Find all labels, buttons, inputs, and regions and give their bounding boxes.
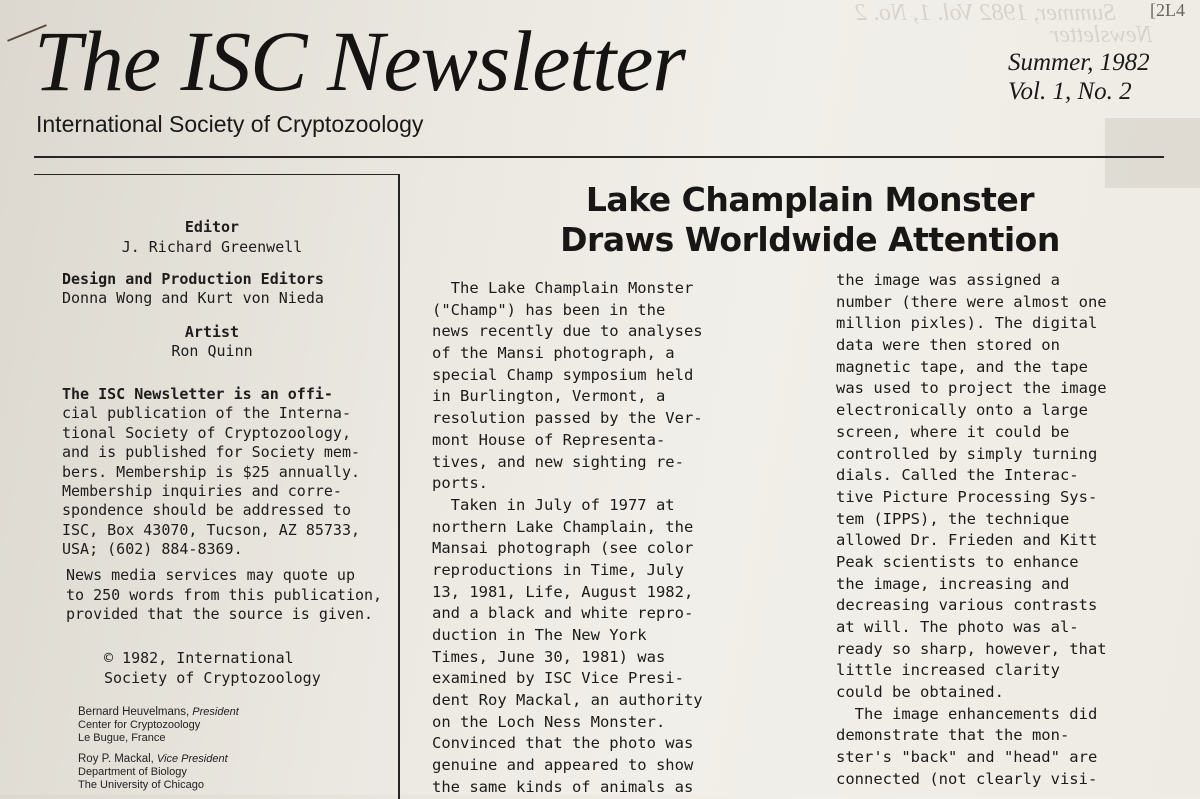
article-line: the image, increasing and	[836, 574, 1070, 593]
copyright-notice	[104, 648, 321, 688]
officer-entry	[78, 706, 239, 745]
archive-mark: [2L4	[1150, 0, 1185, 20]
article-line: Times, June 30, 1981) was	[432, 647, 666, 666]
design-names: Donna Wong and Kurt von Nieda	[62, 289, 324, 307]
issue-date: Summer, 1982	[1008, 49, 1150, 76]
article-line: allowed Dr. Frieden and Kitt	[836, 531, 1098, 550]
article-line: controlled by simply turning	[836, 444, 1098, 463]
media-line: provided that the source is given.	[66, 605, 374, 623]
about-line: and is published for Society mem-	[62, 443, 361, 462]
media-notice	[66, 566, 382, 625]
officer-entry	[78, 753, 239, 792]
article-line: little increased clarity	[836, 661, 1060, 680]
article-line: the same kinds of animals as	[432, 777, 694, 796]
article-line: dials. Called the Interac-	[836, 466, 1079, 485]
about-line: The ISC Newsletter is an offi-	[62, 385, 333, 403]
officer-name: Roy P. Mackal,	[78, 753, 154, 765]
officer-detail: Le Bugue, France	[78, 732, 166, 744]
article-line: the image was assigned a	[836, 271, 1060, 289]
article-column-2	[836, 270, 1170, 791]
article-line: Convinced that the photo was	[432, 734, 694, 753]
masthead-rule	[34, 156, 1164, 158]
about-line: USA; (602) 884-8369.	[62, 540, 243, 559]
bleed-through-issue: Summer, 1982 Vol. 1, No. 2	[855, 0, 1116, 26]
headline-line: Lake Champlain Monster	[585, 180, 1035, 219]
about-line: cial publication of the Interna-	[62, 404, 351, 423]
article-line: ster's "back" and "head" are	[836, 748, 1098, 767]
article-line: ports.	[432, 474, 488, 493]
officer-detail: Department of Biology	[78, 766, 187, 778]
officer-detail: The University of Chicago	[78, 779, 204, 791]
article-line: Mansai photograph (see color	[432, 539, 694, 558]
about-line: tional Society of Cryptozoology,	[62, 423, 351, 442]
article-line: news recently due to analyses	[432, 322, 703, 341]
article-line: Peak scientists to enhance	[836, 552, 1079, 571]
article-line: duction in The New York	[432, 626, 647, 644]
design-heading: Design and Production Editors	[62, 270, 324, 288]
about-block	[62, 385, 360, 560]
article-line: data were then stored on	[836, 336, 1060, 355]
media-line: News media services may quote up	[66, 566, 355, 584]
article-line: tive Picture Processing Sys-	[836, 487, 1098, 506]
officer-name: Bernard Heuvelmans,	[78, 706, 190, 718]
bleed-through-shade	[1105, 118, 1200, 188]
article-line: screen, where it could be	[836, 422, 1070, 441]
officer-role: Vice President	[156, 753, 228, 765]
article-line: dent Roy Mackal, an authority	[432, 691, 703, 710]
officers-list	[78, 706, 239, 792]
copyright-line: Society of Cryptozoology	[104, 669, 321, 687]
officer-role: President	[192, 706, 239, 718]
article-line: northern Lake Champlain, the	[432, 517, 694, 536]
artist-heading: Artist	[184, 323, 240, 341]
about-line: bers. Membership is $25 annually.	[62, 462, 361, 481]
article-line: connected (not clearly visi-	[836, 769, 1098, 788]
article-line: special Champ symposium held	[432, 365, 694, 384]
article-line: was used to project the image	[836, 379, 1107, 398]
article-line: in Burlington, Vermont, a	[432, 387, 666, 406]
article-line: resolution passed by the Ver-	[432, 409, 703, 428]
article-line: genuine and appeared to show	[432, 756, 694, 775]
article-line: at will. The photo was al-	[836, 618, 1079, 636]
about-line: ISC, Box 43070, Tucson, AZ 85733,	[62, 520, 361, 539]
article-line: tives, and new sighting re-	[432, 452, 684, 471]
article-line: of the Mansi photograph, a	[432, 344, 675, 363]
copyright-line: © 1982, International	[104, 649, 294, 667]
article-line: 13, 1981, Life, August 1982,	[432, 582, 694, 601]
issue-volume: Vol. 1, No. 2	[1008, 78, 1132, 105]
headline-line: Draws Worldwide Attention	[560, 220, 1060, 259]
column-divider	[398, 174, 400, 799]
bleed-through-title: Newsletter	[1050, 22, 1153, 48]
sidebar-rule	[34, 174, 398, 175]
article-line: demonstrate that the mon-	[836, 726, 1070, 745]
article-line: Taken in July of 1977 at	[432, 495, 675, 514]
media-line: to 250 words from this publication,	[66, 585, 383, 604]
article-headline	[470, 180, 1150, 260]
about-line: Membership inquiries and corre-	[62, 482, 342, 501]
article-line: ready so sharp, however, that	[836, 639, 1107, 658]
article-line: and a black and white repro-	[432, 604, 694, 623]
article-line: magnetic tape, and the tape	[836, 357, 1088, 376]
officer-detail: Center for Cryptozoology	[78, 719, 201, 731]
article-line: reproductions in Time, July	[432, 560, 684, 579]
article-line: million pixles). The digital	[836, 314, 1098, 333]
article-line: electronically onto a large	[836, 401, 1088, 420]
editor-heading: Editor	[184, 218, 240, 236]
editor-name: J. Richard Greenwell	[121, 238, 303, 256]
article-line: tem (IPPS), the technique	[836, 509, 1070, 528]
about-line: spondence should be addressed to	[62, 501, 351, 520]
article-line: number (there were almost one	[836, 292, 1107, 311]
article-line: on the Loch Ness Monster.	[432, 712, 666, 731]
article-line: ("Champ") has been in the	[432, 300, 666, 319]
newsletter-subtitle: International Society of Cryptozoology	[36, 111, 424, 137]
article-line: mont House of Representa-	[432, 430, 666, 449]
article-line: examined by ISC Vice Presi-	[432, 669, 684, 688]
article-line: The Lake Champlain Monster	[432, 279, 694, 297]
article-column-1	[432, 278, 774, 799]
article-line: The image enhancements did	[836, 704, 1098, 723]
artist-name: Ron Quinn	[171, 342, 253, 360]
article-line: could be obtained.	[836, 683, 1004, 702]
newsletter-title: The ISC Newsletter	[34, 13, 685, 109]
article-line: decreasing various contrasts	[836, 596, 1098, 615]
